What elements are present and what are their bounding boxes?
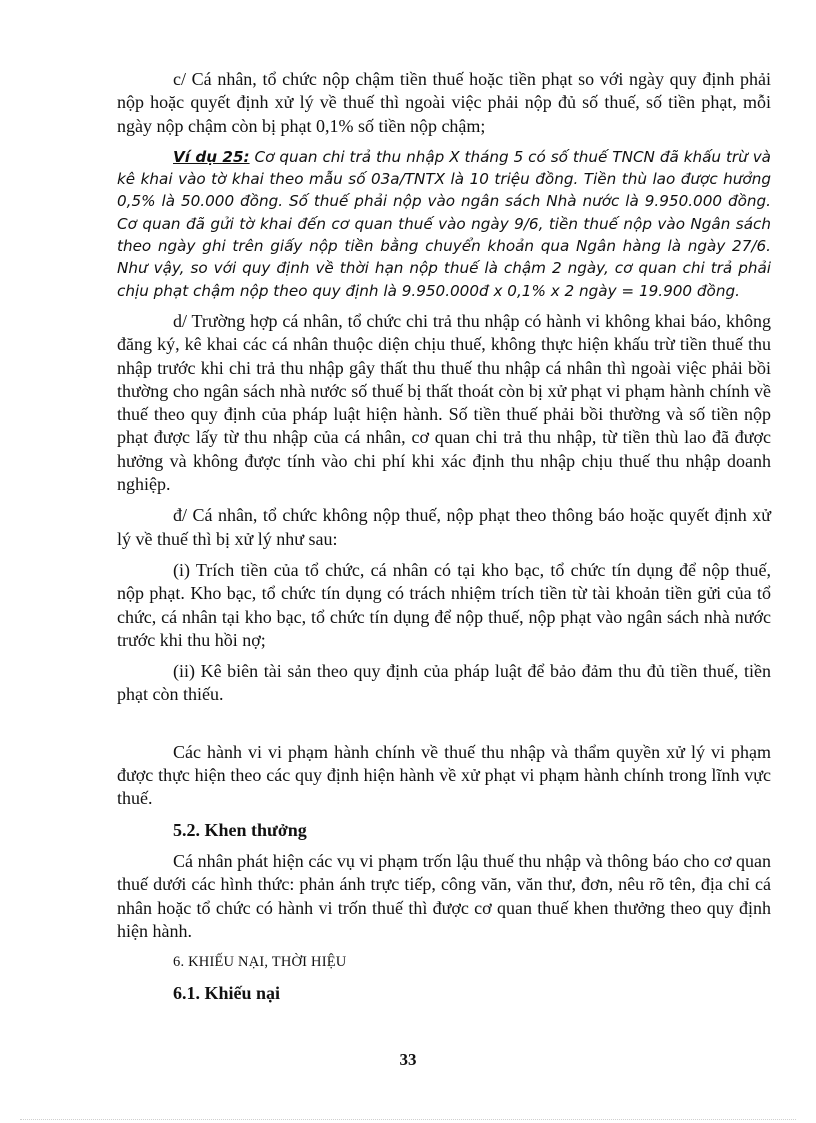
page-bottom-divider bbox=[20, 1119, 796, 1120]
paragraph-administrative-violations: Các hành vi vi phạm hành chính về thuế thu nhập và thẩm quyền xử lý vi phạm được thực hiện theo các quy định hiện hành về xử phạt vi phạm hành chính trong lĩnh vực thuế. bbox=[117, 741, 771, 809]
example-label: Ví dụ 25: bbox=[173, 147, 250, 166]
paragraph-rewards: Cá nhân phát hiện các vụ vi phạm trốn lậu thuế thu nhập và thông báo cho cơ quan thuế dưới các hình thức: phản ánh trực tiếp, công văn, văn thư, đơn, nêu rõ tên, địa chỉ cá nhân hoặc tổ chức có hành vi trốn thuế thì được cơ quan thuế khen thưởng theo quy định hiện hành. bbox=[117, 850, 771, 941]
example-text: Cơ quan chi trả thu nhập X tháng 5 có số thuế TNCN đã khấu trừ và kê khai vào tờ khai theo mẫu số 03a/TNTX là 10 triệu đồng. Tiền thù lao được hưởng 0,5% là 50.000 đồng. Số thuế phải nộp vào ngân sách Nhà nước là 9.950.000 đồng. Cơ quan đã gửi tờ khai đến cơ quan thuế vào ngày 9/6, tiền thuế nộp vào Ngân sách theo ngày ghi trên giấy nộp tiền bằng chuyển khoản qua Ngân hàng là ngày 27/6. Như vậy, so với quy định về thời hạn nộp thuế là chậm 2 ngày, cơ quan chi trả phải chịu phạt chậm nộp theo quy định là 9.950.000đ x 0,1% x 2 ngày = 19.900 đồng. bbox=[117, 147, 771, 300]
paragraph-undeclared-income: d/ Trường hợp cá nhân, tổ chức chi trả thu nhập có hành vi không khai báo, không đăng ký, kê khai các cá nhân thuộc diện chịu thuế, không thực hiện khấu trừ tiền thuế thu nhập trước khi chi trả thu nhập gây thất thu thuế thu nhập cá nhân thì ngoài việc phải bồi thường cho ngân sách nhà nước số thuế bị thất thoát còn bị xử phạt vi phạm hành chính về thuế theo quy định của pháp luật hiện hành. Số tiền thuế phải bồi thường và số tiền nộp phạt được lấy từ thu nhập của cá nhân, cơ quan chi trả thu nhập, từ tiền thù lao đã được hưởng và không được tính vào chi phí khi xác định thu nhập chịu thuế thu nhập doanh nghiệp. bbox=[117, 310, 771, 495]
paragraph-non-payment: đ/ Cá nhân, tổ chức không nộp thuế, nộp phạt theo thông báo hoặc quyết định xử lý về thuế thì bị xử lý như sau: bbox=[117, 505, 771, 549]
list-item-deduct-funds: (i) Trích tiền của tổ chức, cá nhân có tại kho bạc, tổ chức tín dụng để nộp thuế, nộp phạt. Kho bạc, tổ chức tín dụng có trách nhiệm trích tiền từ tài khoản tiền gửi của tổ chức, cá nhân tại kho bạc, tổ chức tín dụng để nộp thuế, nộp phạt vào ngân sách nhà nước trước khi thu hồi nợ; bbox=[117, 559, 771, 650]
example-25 bbox=[117, 146, 771, 302]
page-number: 33 bbox=[399, 1050, 417, 1069]
section-heading-complaints: 6. KHIẾU NẠI, THỜI HIỆU bbox=[173, 954, 347, 971]
section-heading-rewards: 5.2. Khen thưởng bbox=[173, 819, 307, 840]
list-item-seize-assets: (ii) Kê biên tài sản theo quy định của pháp luật để bảo đảm thu đủ tiền thuế, tiền phạt còn thiếu. bbox=[117, 661, 771, 705]
paragraph-late-payment: c/ Cá nhân, tổ chức nộp chậm tiền thuế hoặc tiền phạt so với ngày quy định phải nộp hoặc quyết định xử lý về thuế thì ngoài việc phải nộp đủ số thuế, số tiền phạt, mỗi ngày nộp chậm còn bị phạt 0,1% số tiền nộp chậm; bbox=[117, 69, 771, 136]
subsection-heading-complaints: 6.1. Khiếu nại bbox=[173, 983, 281, 1004]
document-page bbox=[117, 68, 771, 1006]
